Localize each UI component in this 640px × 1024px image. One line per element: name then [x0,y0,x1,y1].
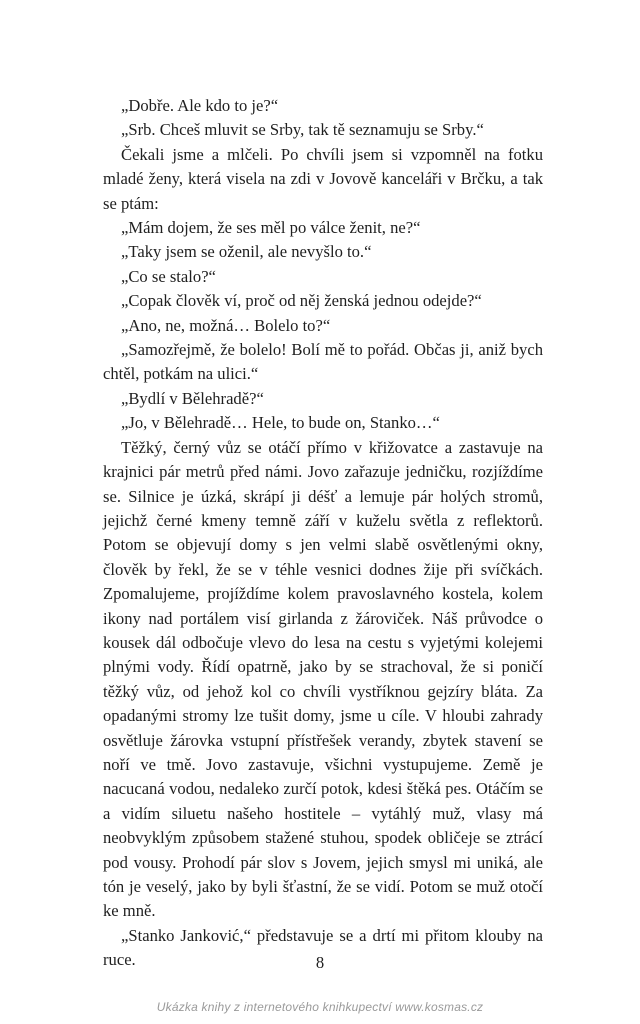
body-text [103,94,543,973]
paragraph: „Jo, v Bělehradě… Hele, to bude on, Stanko…“ [121,413,440,433]
paragraph: „Copak člověk ví, proč od něj ženská jednou odejde?“ [121,291,482,311]
paragraph: „Ano, ne, možná… Bolelo to?“ [121,315,331,335]
footer-note: Ukázka knihy z internetového knihkupectví www.kosmas.cz [156,1000,484,1014]
paragraph: „Mám dojem, že ses měl po válce ženit, ne?“ [121,218,421,238]
paragraph: „Dobře. Ale kdo to je?“ [121,96,279,115]
paragraph: Čekali jsme a mlčeli. Po chvíli jsem si vzpomněl na fotku mladé ženy, která visela na zdi v Jovově kanceláři v Brčku, a tak se ptám: [103,144,543,213]
paragraph: „Co se stalo?“ [121,266,216,286]
paragraph: „Stanko Janković,“ představuje se a drtí mi přitom klouby na ruce. [103,925,543,970]
paragraph: Těžký, černý vůz se otáčí přímo v křižovatce a zastavuje na krajnici pár metrů před námi. Jovo zařazuje jedničku, rozjíždíme se. Silnice je úzká, skrápí ji déšť a lemuje pár holých stromů, jejichž černé kmeny temně září v kuželu světla z reflektorů. Potom se objevují domy s jen velmi slabě osvětlenými okny, člověk by řekl, že se v téhle vesnici dodnes žije při svíčkách. Zpomalujeme, projíždíme kolem pravoslavného kostela, kolem ikony nad portálem visí girlanda z žároviček. Náš průvodce o kousek dál odbočuje vlevo do lesa na cestu s vyjetými kolejemi plnými vody. Řídí opatrně, jako by se strachoval, že si poničí těžký vůz, od jehož kol co chvíli vystříknou gejzíry bláta. Za opadanými stromy lze tušit domy, jsme u cíle. V hloubi zahrady osvětluje žárovka vstupní přístřešek verandy, zbytek stavení se noří ve tmě. Jovo zastavuje, všichni vystupujeme. Země je nacucaná vodou, nedaleko zurčí potok, kdesi štěká pes. Otáčím se a vidím siluetu našeho hostitele – vytáhlý muž, vlasy má neobvyklým způsobem stažené stuhou, spodek obličeje se ztrácí pod vousy. Prohodí pár slov s Jovem, jejich smysl mi uniká, ale tón je veselý, jako by byli šťastní, že se vidí. Potom se muž otočí ke mně. [103,437,543,921]
paragraph: „Bydlí v Bělehradě?“ [121,388,264,408]
paragraph: „Srb. Chceš mluvit se Srby, tak tě seznamuju se Srby.“ [121,120,484,140]
paragraph: „Taky jsem se oženil, ale nevyšlo to.“ [121,242,372,262]
paragraph: „Samozřejmě, že bolelo! Bolí mě to pořád. Občas ji, aniž bych chtěl, potkám na ulici.“ [103,340,543,384]
page-number: 8 [315,953,325,972]
